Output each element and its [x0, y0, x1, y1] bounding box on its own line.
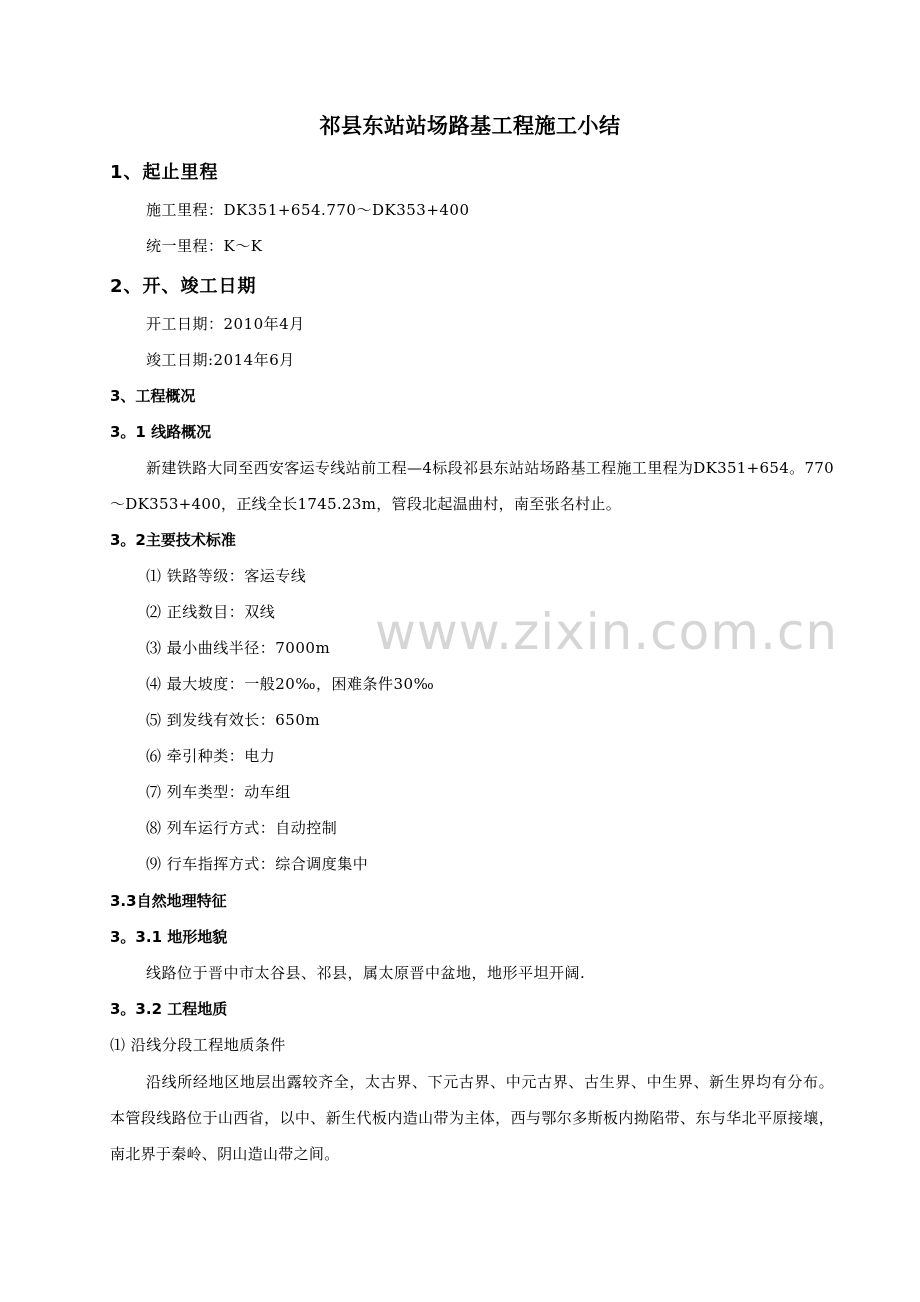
standard-item: ⑹ 牵引种类：电力	[146, 747, 276, 765]
document-title: 祁县东站站场路基工程施工小结	[319, 114, 621, 138]
section-3-heading: 3、工程概况	[110, 387, 196, 405]
section-3-1-heading: 3。1 线路概况	[110, 423, 212, 441]
watermark: www.zixin.com.cn	[375, 603, 839, 661]
section-3-2-heading: 3。2主要技术标准	[110, 531, 236, 549]
section-1-heading: 1、起止里程	[110, 162, 219, 183]
route-overview-paragraph: 新建铁路大同至西安客运专线站前工程—4标段祁县东站站场路基工程施工里程为DK351+654。770～DK353+400，正线全长1745.23m，管段北起温曲村，南至张名村止。	[110, 459, 834, 513]
section-3-3-heading: 3.3自然地理特征	[110, 892, 227, 910]
section-3-3-1-heading: 3。3.1 地形地貌	[110, 928, 228, 946]
unified-mileage: 统一里程：K～K	[146, 237, 263, 255]
standard-item: ⑵ 正线数目：双线	[146, 603, 276, 621]
terrain-text: 线路位于晋中市太谷县、祁县，属太原晋中盆地，地形平坦开阔.	[146, 964, 586, 982]
completion-date: 竣工日期:2014年6月	[146, 351, 295, 369]
section-2-heading: 2、开、竣工日期	[110, 276, 257, 297]
geology-item-heading: ⑴ 沿线分段工程地质条件	[110, 1036, 286, 1054]
standard-item: ⑸ 到发线有效长：650m	[146, 711, 321, 729]
standard-item: ⑻ 列车运行方式：自动控制	[146, 819, 338, 837]
standard-item: ⑼ 行车指挥方式：综合调度集中	[146, 855, 369, 873]
geology-paragraph: 沿线所经地区地层出露较齐全，太古界、下元古界、中元古界、古生界、中生界、新生界均有分布。本管段线路位于山西省，以中、新生代板内造山带为主体，西与鄂尔多斯板内拗陷带、东与华北平原接壤，南北界于秦岭、阴山造山带之间。	[110, 1073, 834, 1163]
start-date: 开工日期：2010年4月	[146, 315, 305, 333]
construction-mileage: 施工里程：DK351+654.770～DK353+400	[146, 201, 470, 219]
standard-item: ⑺ 列车类型：动车组	[146, 783, 291, 801]
standard-item: ⑶ 最小曲线半径：7000m	[146, 639, 331, 657]
standard-item: ⑴ 铁路等级：客运专线	[146, 567, 307, 585]
standard-item: ⑷ 最大坡度：一般20‰，困难条件30‰	[146, 675, 435, 693]
section-3-3-2-heading: 3。3.2 工程地质	[110, 1000, 228, 1018]
